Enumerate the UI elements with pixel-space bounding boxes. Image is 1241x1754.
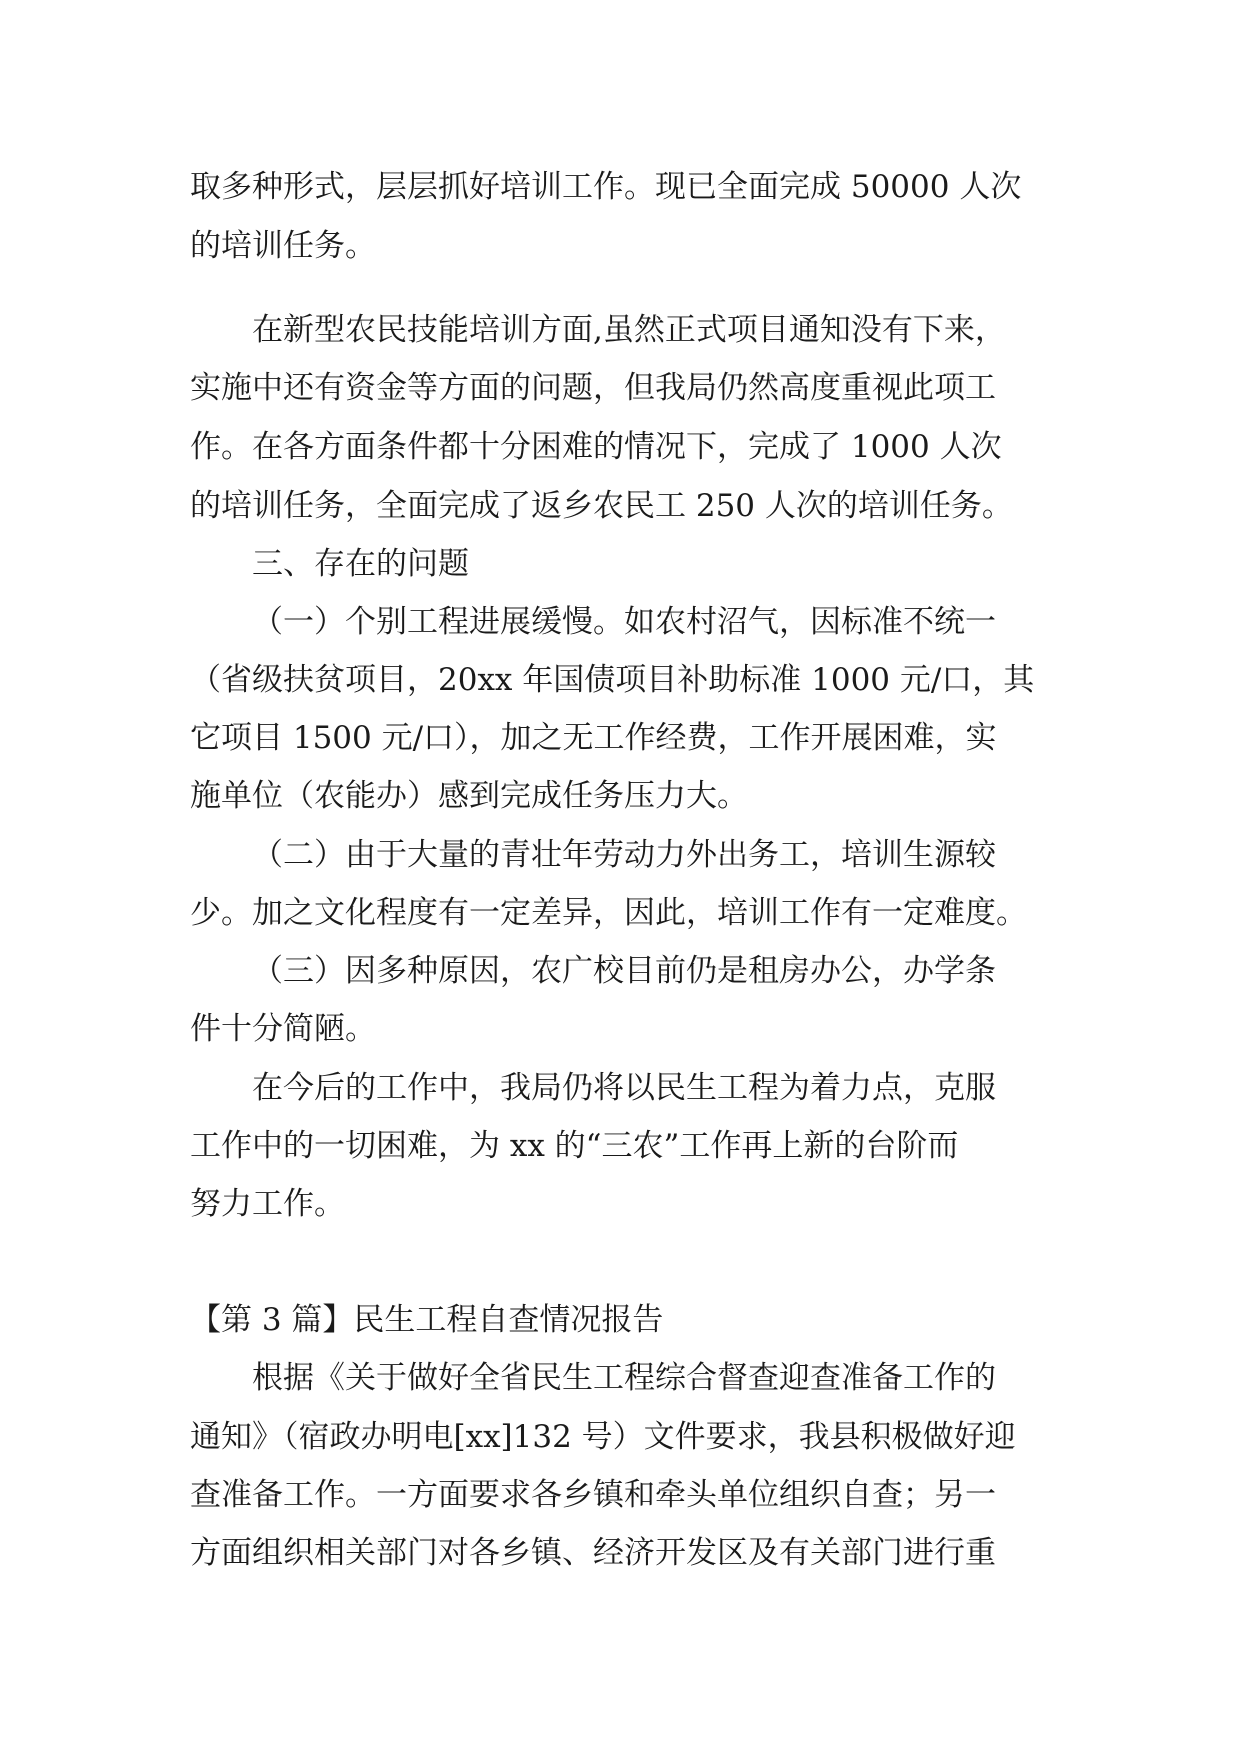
paragraph-line: （三）因多种原因，农广校目前仍是租房办公，办学条 — [252, 953, 996, 989]
paragraph-line: （一）个别工程进展缓慢。如农村沼气，因标准不统一 — [252, 604, 996, 640]
paragraph-line: 通知》（宿政办明电[xx]132 号）文件要求，我县积极做好迎 — [190, 1419, 1016, 1455]
paragraph-line: 方面组织相关部门对各乡镇、经济开发区及有关部门进行重 — [190, 1535, 996, 1571]
paragraph-line: （省级扶贫项目，20xx 年国债项目补助标准 1000 元/口，其 — [190, 662, 1035, 698]
paragraph-line: 取多种形式，层层抓好培训工作。现已全面完成 50000 人次 — [190, 169, 1022, 205]
paragraph-line: 少。加之文化程度有一定差异，因此，培训工作有一定难度。 — [190, 895, 1027, 931]
section-heading: 三、存在的问题 — [252, 546, 469, 582]
paragraph-line: （二）由于大量的青壮年劳动力外出务工，培训生源较 — [252, 837, 996, 873]
paragraph-line: 施单位（农能办）感到完成任务压力大。 — [190, 778, 748, 814]
paragraph-line: 的培训任务。 — [190, 228, 376, 264]
paragraph-line: 努力工作。 — [190, 1186, 345, 1222]
paragraph-line: 它项目 1500 元/口），加之无工作经费，工作开展困难，实 — [190, 720, 997, 756]
paragraph-line: 工作中的一切困难，为 xx 的“三农”工作再上新的台阶而 — [190, 1128, 959, 1164]
paragraph-line: 查准备工作。一方面要求各乡镇和牵头单位组织自查；另一 — [190, 1477, 996, 1513]
article-title: 【第 3 篇】民生工程自查情况报告 — [190, 1302, 664, 1338]
paragraph-line: 的培训任务，全面完成了返乡农民工 250 人次的培训任务。 — [190, 488, 1013, 524]
paragraph-line: 实施中还有资金等方面的问题，但我局仍然高度重视此项工 — [190, 370, 996, 406]
paragraph-line: 根据《关于做好全省民生工程综合督查迎查准备工作的 — [252, 1360, 996, 1396]
paragraph-line: 作。在各方面条件都十分困难的情况下，完成了 1000 人次 — [190, 429, 1002, 465]
paragraph-line: 在今后的工作中，我局仍将以民生工程为着力点，克服 — [252, 1070, 996, 1106]
paragraph-line: 在新型农民技能培训方面,虽然正式项目通知没有下来， — [252, 312, 1006, 348]
paragraph-line: 件十分简陋。 — [190, 1011, 376, 1047]
